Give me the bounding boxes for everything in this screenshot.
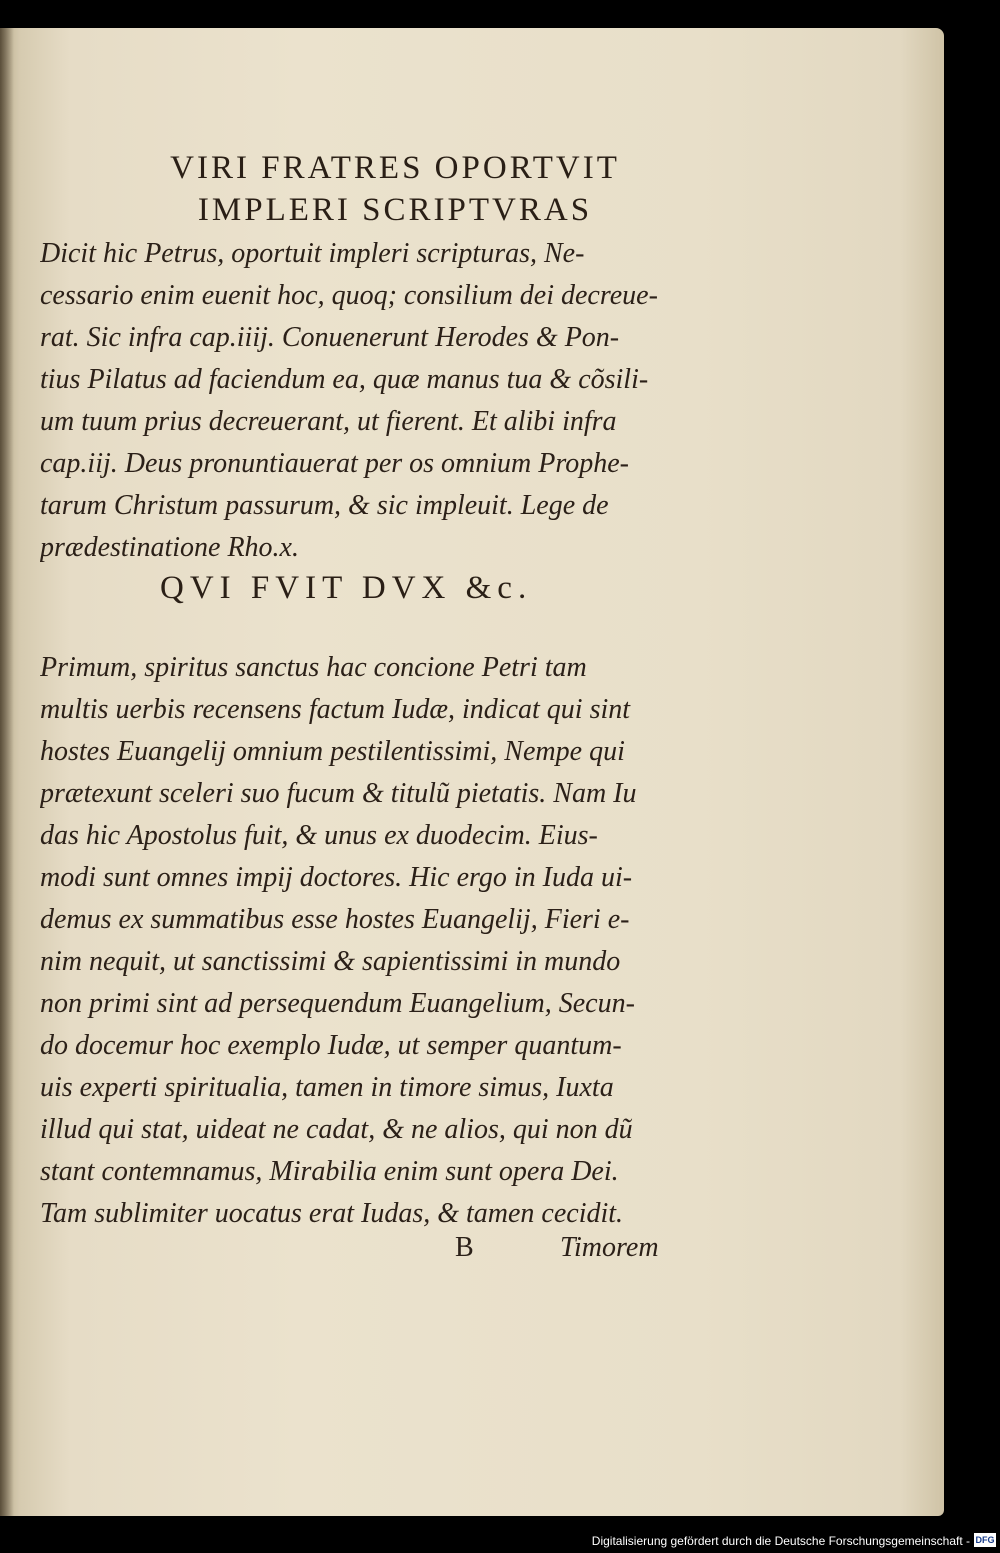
text-line: hostes Euangelij omnium pestilentissimi, Nempe qui (40, 736, 625, 767)
text-line: multis uerbis recensens factum Iudæ, indicat qui sint (40, 694, 631, 725)
text-line: nim nequit, ut sanctissimi & sapientissimi in mundo (40, 946, 621, 977)
text-line: Dicit hic Petrus, oportuit impleri scripturas, Ne- (40, 238, 585, 269)
text-line: cessario enim euenit hoc, quoq; consilium dei decreue- (40, 280, 658, 311)
text-line: um tuum prius decreuerant, ut fierent. Et alibi infra (40, 406, 617, 437)
text-line: Primum, spiritus sanctus hac concione Petri tam (40, 652, 587, 683)
text-line: uis experti spiritualia, tamen in timore simus, Iuxta (40, 1072, 614, 1103)
signature-mark: B (455, 1232, 474, 1263)
text-line: stant contemnamus, Mirabilia enim sunt opera Dei. (40, 1156, 619, 1187)
text-line: do docemur hoc exemplo Iudæ, ut semper quantum- (40, 1030, 622, 1061)
text-line: Tam sublimiter uocatus erat Iudas, & tamen cecidit. (40, 1198, 624, 1229)
text-line: illud qui stat, uideat ne cadat, & ne alios, qui non dũ (40, 1114, 633, 1145)
text-line: rat. Sic infra cap.iiij. Conuenerunt Herodes & Pon- (40, 322, 620, 353)
subheading: QVI FVIT DVX &c. (160, 570, 533, 606)
text-line: non primi sint ad persequendum Euangelium, Secun- (40, 988, 635, 1019)
catchword: Timorem (560, 1232, 659, 1263)
heading-line-1: VIRI FRATRES OPORTVIT (170, 150, 620, 186)
text-line: das hic Apostolus fuit, & unus ex duodecim. Eius- (40, 820, 598, 851)
text-line: demus ex summatibus esse hostes Euangelij, Fieri e- (40, 904, 630, 935)
text-line: prætexunt sceleri suo fucum & titulũ pietatis. Nam Iu (40, 778, 637, 809)
text-line: prædestinatione Rho.x. (40, 532, 299, 563)
dfg-logo: DFG (975, 1535, 995, 1545)
text-line: modi sunt omnes impij doctores. Hic ergo in Iuda ui- (40, 862, 633, 893)
text-line: cap.iij. Deus pronuntiauerat per os omnium Prophe- (40, 448, 629, 479)
text-line: tius Pilatus ad faciendum ea, quæ manus tua & cõsili- (40, 364, 649, 395)
funding-note: Digitalisierung gefördert durch die Deutsche Forschungsgemeinschaft - (591, 1534, 970, 1548)
spine-shadow (0, 28, 14, 1516)
heading-line-2: IMPLERI SCRIPTVRAS (197, 192, 593, 228)
text-line: tarum Christum passurum, & sic impleuit. Lege de (40, 490, 609, 521)
